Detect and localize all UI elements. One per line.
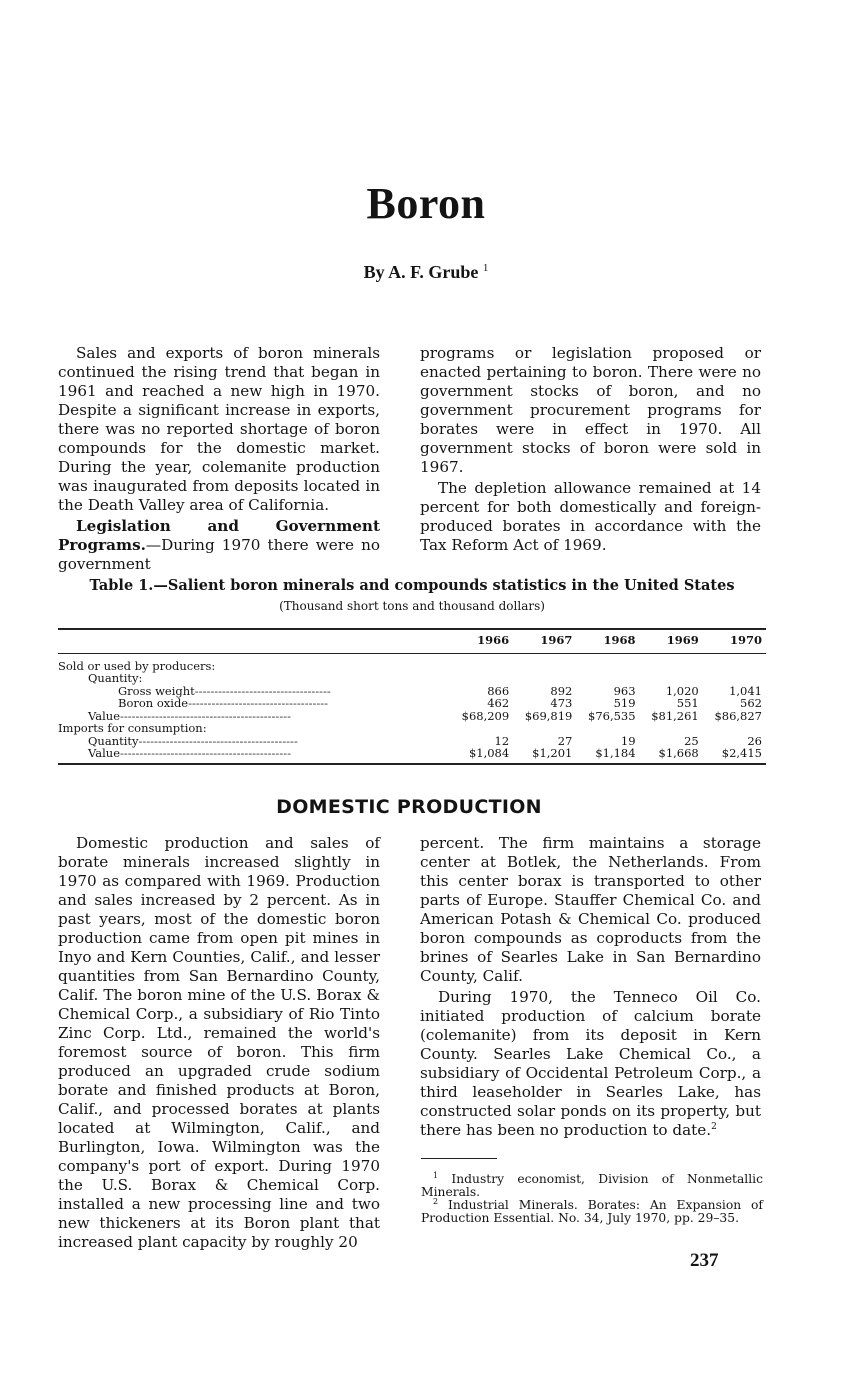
author-name: By A. F. Grube [363, 262, 479, 282]
table-cell: 27 [557, 733, 573, 748]
table-cell: 19 [620, 733, 636, 748]
table-cell: $76,535 [588, 708, 636, 723]
table-row: Value-------------------------------------------- $1,084 $1,201 $1,184 $1,668 $2,415 [58, 747, 766, 764]
table-cell: 25 [684, 733, 699, 748]
body-left-column [58, 834, 380, 1252]
table-cell: 26 [747, 733, 762, 748]
intro-paragraph: Sales and exports of boron minerals continued the rising trend that began in 1961 and reached a new high in 1970. Despite a significant increase in exports, there was no reported shortage of boron compounds for the domestic market. During the year, colemanite production was inaugurated from deposits located in the Death Valley area of California. [58, 344, 380, 514]
legislation-heading: Legislation and Government Programs. [58, 517, 380, 554]
table-row: Value-------------------------------------------- $68,209 $69,819 $76,535 $81,261 $86,827 [58, 710, 766, 723]
row-label: Quantity [88, 733, 139, 748]
tenneco-text: During 1970, the Tenneco Oil Co. initiated production of calcium borate (colemanite) from its deposit in Kern County. Searles Lake Chemical Co., a subsidiary of Occidental Petroleum Corp., a third leaseholder in Searles Lake, has constructed solar ponds on its property, but there has been no production to date. [420, 988, 761, 1139]
byline-footnote-mark: 1 [482, 262, 489, 274]
table-cell: $86,827 [714, 708, 762, 723]
table-cell: 1,041 [729, 683, 762, 698]
row-label: Quantity: [88, 671, 143, 685]
table-cell: $68,209 [461, 708, 510, 723]
footnote [421, 1196, 763, 1224]
intro-left-column [58, 344, 380, 574]
page-title: Boron [366, 179, 486, 228]
table-caption: Table 1.—Salient boron minerals and compounds statistics in the United States [89, 577, 735, 594]
table-cell: $1,668 [658, 746, 699, 760]
table-cell: 892 [550, 683, 573, 698]
table-cell: 462 [487, 696, 510, 710]
body-right-column [420, 834, 761, 1140]
depletion-paragraph: The depletion allowance remained at 14 percent for both domestically and foreign-produced borates in accordance with the Tax Reform Act of 1969. [420, 479, 761, 554]
legislation-text: —During 1970 there were no government [58, 536, 380, 573]
row-label: Boron oxide [118, 696, 189, 710]
table-cell: 551 [676, 696, 699, 710]
table-cell: $1,084 [468, 746, 510, 760]
table-row [58, 672, 766, 685]
table-cell: 473 [550, 696, 573, 710]
year-header: 1969 [640, 629, 703, 653]
table-subcaption: (Thousand short tons and thousand dollars) [279, 599, 545, 613]
year-header: 1967 [513, 629, 576, 653]
footnote-mark: 2 [711, 1121, 717, 1132]
footnote-mark: 1 [433, 1171, 439, 1180]
table-cell: 562 [740, 696, 762, 710]
year-header: 1968 [576, 629, 639, 653]
table-cell: $1,184 [595, 746, 636, 760]
table-row: Gross weight----------------------------------- 866 892 963 1,020 1,041 [58, 685, 766, 698]
row-label: Value [88, 746, 120, 760]
footnote-text: Industrial Minerals. Borates: An Expansion of Production Essential. No. 34, July 1970, pp. 29–35. [421, 1198, 763, 1225]
production-continued: percent. The firm maintains a storage center at Botlek, the Netherlands. From this center borax is transported to other parts of Europe. Stauffer Chemical Co. and American Potash & Chemical Co. produced boron compounds as coproducts from the brines of Searles Lake in San Bernardino County, Calif. [420, 834, 761, 985]
table-cell: 866 [487, 683, 510, 698]
table-row [58, 653, 766, 672]
year-header: 1970 [703, 629, 766, 653]
row-label: Gross weight [118, 683, 195, 698]
footnote-divider [421, 1158, 497, 1159]
table-cell: $81,261 [651, 708, 699, 723]
domestic-production-paragraph: Domestic production and sales of borate minerals increased slightly in 1970 as compared with 1969. Production and sales increased by 2 percent. As in past years, most of the domestic boron production came from open pit mines in Inyo and Kern Counties, Calif., and lesser quantities from San Bernardino County, Calif. The boron mine of the U.S. Borax & Chemical Corp., a subsidiary of Rio Tinto Zinc Corp. Ltd., remained the world's foremost source of boron. This firm produced an upgraded crude sodium borate and finished products at Boron, Calif., and processed borates at plants located at Wilmington, Calif., and Burlington, Iowa. Wilmington was the company's port of export. During 1970 the U.S. Borax & Chemical Corp. installed a new processing line and two new thickeners at its Boron plant that increased plant capacity by roughly 20 [58, 834, 380, 1251]
table-header-row [58, 629, 766, 653]
table-cell: 963 [613, 683, 636, 698]
year-header: 1966 [450, 629, 513, 653]
table-cell: 519 [613, 696, 636, 710]
byline [0, 262, 852, 283]
table-row: Boron oxide------------------------------------ 462 473 519 551 562 [58, 697, 766, 710]
footnote-text: Industry economist, Division of Nonmetallic Minerals. [421, 1172, 763, 1199]
table-cell: $69,819 [524, 708, 573, 723]
row-label: Sold or used by producers: [58, 658, 216, 673]
row-label: Value [88, 708, 120, 723]
legislation-paragraph [58, 517, 380, 574]
table-row: Quantity----------------------------------------- 12 27 19 25 26 [58, 735, 766, 748]
table-cell: 12 [494, 733, 510, 748]
intro-right-column [420, 344, 761, 555]
table-cell: $1,201 [532, 746, 573, 760]
row-label: Imports for consumption: [58, 721, 207, 735]
footnote [421, 1170, 763, 1198]
tenneco-paragraph [420, 988, 761, 1140]
salient-statistics-table [58, 628, 766, 765]
legislation-continued: programs or legislation proposed or enacted pertaining to boron. There were no government stocks of boron, and no government procurement programs for borates were in effect in 1970. All government stocks of boron were sold in 1967. [420, 344, 761, 476]
table-cell: 1,020 [665, 683, 699, 698]
page-number: 237 [690, 1250, 719, 1271]
section-heading: DOMESTIC PRODUCTION [276, 796, 542, 818]
table-cell: $2,415 [721, 746, 762, 760]
footnote-mark: 2 [433, 1197, 439, 1206]
